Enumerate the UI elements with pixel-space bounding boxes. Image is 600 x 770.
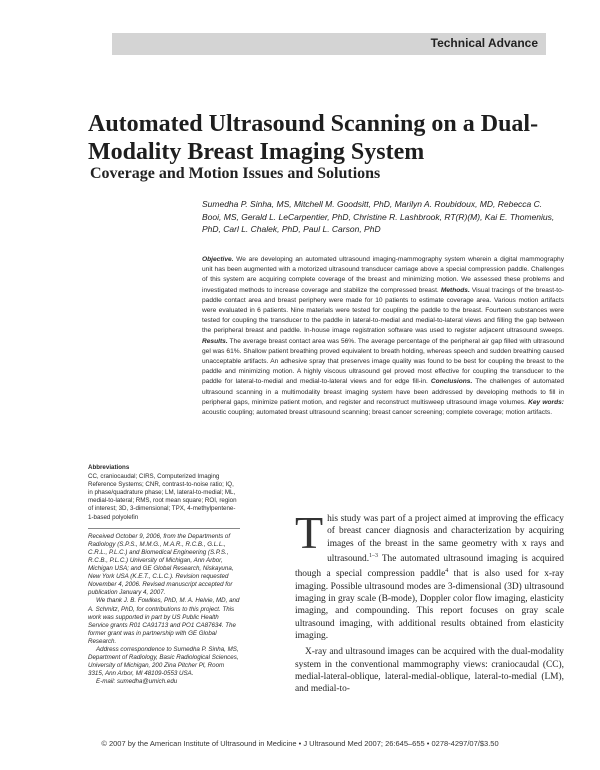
section-label: Technical Advance (430, 36, 538, 50)
sidebar-divider (88, 528, 240, 529)
article-body (295, 507, 565, 699)
citation-ref: 1–3 (369, 552, 379, 559)
body-p1-end: that is also used for x-ray imaging. Possible ultrasound modes are 3-dimensional (3D) ultrasound imaging in gray scale (B-mode), Doppler color flow imaging, elasticity imaging, and compounding. This report focuses on gray scale ultrasound imaging, with additional results obtained from elasticity imaging. (295, 569, 565, 641)
objective-text: We are developing an automated ultrasound imaging-mammography system wherein a digital mammography unit has been augmented with a motorized ultrasound transducer carriage above a special compression paddle. Challenges of this system are acquiring complete coverage of the breast and minimizing motion. We assessed these problems and investigated methods to increase coverage and stabilize the compressed breast. (202, 256, 564, 294)
conclusions-text: The challenges of automated ultrasound scanning in a multimodality breast imaging system have been addressed by developing methods to fill in peripheral gaps, minimize patient motion, and register and reconstruct multisweep ultrasound image volumes. (202, 378, 564, 406)
drop-cap: T (295, 507, 324, 558)
article-title: Automated Ultrasound Scanning on a Dual-Modality Breast Imaging System (88, 111, 539, 165)
objective-heading: Objective. (202, 256, 234, 263)
methods-text: Visual tracings of the breast-to-paddle contact area and breast periphery were made for 10 patients to estimate coverage area. Various motion artifacts were evaluated in 6 patients. Nine materials were tested for coupling the paddle to the breast. Fourteen substances were tested for coupling the transducer to the paddle in lateral-to-medial and medial-to-lateral views and filling the gap between the peripheral breast and paddle. In-house image registration software was used to register adjacent ultrasound sweeps. (202, 286, 564, 335)
author-list: Sumedha P. Sinha, MS, Mitchell M. Goodsitt, PhD, Marilyn A. Roubidoux, MD, Rebecca C. Booi, MS, Gerald L. LeCarpentier, PhD, Christine R. Lashbrook, RT(R)(M), Kai E. Thomenius, PhD, Carl L. Chalek, PhD, Paul L. Carson, PhD (202, 199, 555, 234)
abbreviations-heading: Abbreviations (88, 464, 130, 471)
correspondence-address: Address correspondence to Sumedha P. Sinha, MS, Department of Radiology, Basic Radiological Sciences, University of Michigan, 200 Zina Pitcher Pl, Room 3315, Ann Arbor, MI 48109-0553 USA. (88, 645, 239, 678)
abbreviations-text: CC, craniocaudal; CIRS, Computerized Imaging Reference Systems; CNR, contrast-to-noise ratio; IQ, in phase/quadrature phase; LM, lateral-to-medial; ML, medial-to-lateral; RMS, root mean square; ROI, region of interest; 3D, 3-dimensional; TPX, 4-methylpentene-1-based polyolefin (88, 473, 237, 521)
article-subtitle: Coverage and Motion Issues and Solutions (90, 165, 381, 182)
page-footer: © 2007 by the American Institute of Ultrasound in Medicine • J Ultrasound Med 2007; 26:645–655 • 0278-4297/07/$3.50 (101, 739, 499, 748)
article-history (88, 533, 240, 687)
correspondence-email: E-mail: sumedha@umich.edu (96, 678, 178, 686)
body-paragraph-1 (295, 507, 565, 642)
results-heading: Results. (202, 337, 228, 345)
body-p1-rest: The automated ultrasound imaging is acquired though a special compression paddle (295, 554, 564, 580)
body-paragraph-2: X-ray and ultrasound images can be acquired with the dual-modality system in the conventional mammography views: craniocaudal (CC), medial-lateral-oblique, lateral-medial-oblique, lateral-to-medial (LM), and medial-to- (295, 647, 564, 695)
methods-heading: Methods. (440, 286, 470, 294)
conclusions-heading: Conclusions. (430, 378, 473, 386)
keywords-heading: Key words: (528, 398, 564, 406)
body-p1-text: his study was part of a project aimed at improving the efficacy of breast cancer diagnosis and characterization by acquiring images of the breast in the same geometry with x rays and ultrasound. (327, 514, 564, 565)
received-note: Received October 9, 2006, from the Departments of Radiology (S.P.S., M.M.G., M.A.R., R.C.B., G.L.L., C.R.L., P.L.C.) and Biomedical Engineering (S.P.S., R.C.B., P.L.C.) University of Michigan, Ann Arbor, Michigan USA; and GE Global Research, Niskayuna, New York USA (K.E.T., C.L.C.). Revision requested November 4, 2006. Revised manuscript accepted for publication January 4, 2007. (88, 532, 234, 597)
abstract (202, 255, 564, 418)
citation-ref-2: 4 (445, 568, 449, 575)
keywords-text: acoustic coupling; automated breast ultrasound scanning; breast cancer screening; complete coverage; motion artifacts. (202, 409, 553, 417)
sidebar-notes (88, 464, 240, 686)
acknowledgments: We thank J. B. Fowlkes, PhD, M. A. Helvie, MD, and A. Schmitz, PhD, for contributions to this project. This work was supported in part by US Public Health Service grants R01 CA91713 and PO1 CA87634. The former grant was in partnership with GE Global Research. (88, 597, 240, 645)
results-text: The average breast contact area was 56%. The average percentage of the peripheral air gap filled with ultrasound gel was 61%. Shallow patient breathing proved equivalent to breath holding, whereas speech and sudden breathing caused unacceptable artifacts. An adhesive spray that preserves image quality was found to be best for coupling the breast to the paddle and minimizing motion. A highly viscous ultrasound gel proved most effective for coupling the transducer to the paddle for lateral-to-medial and medial-to-lateral views and for edge fill-in. (202, 337, 564, 386)
section-header-bar (112, 33, 546, 55)
